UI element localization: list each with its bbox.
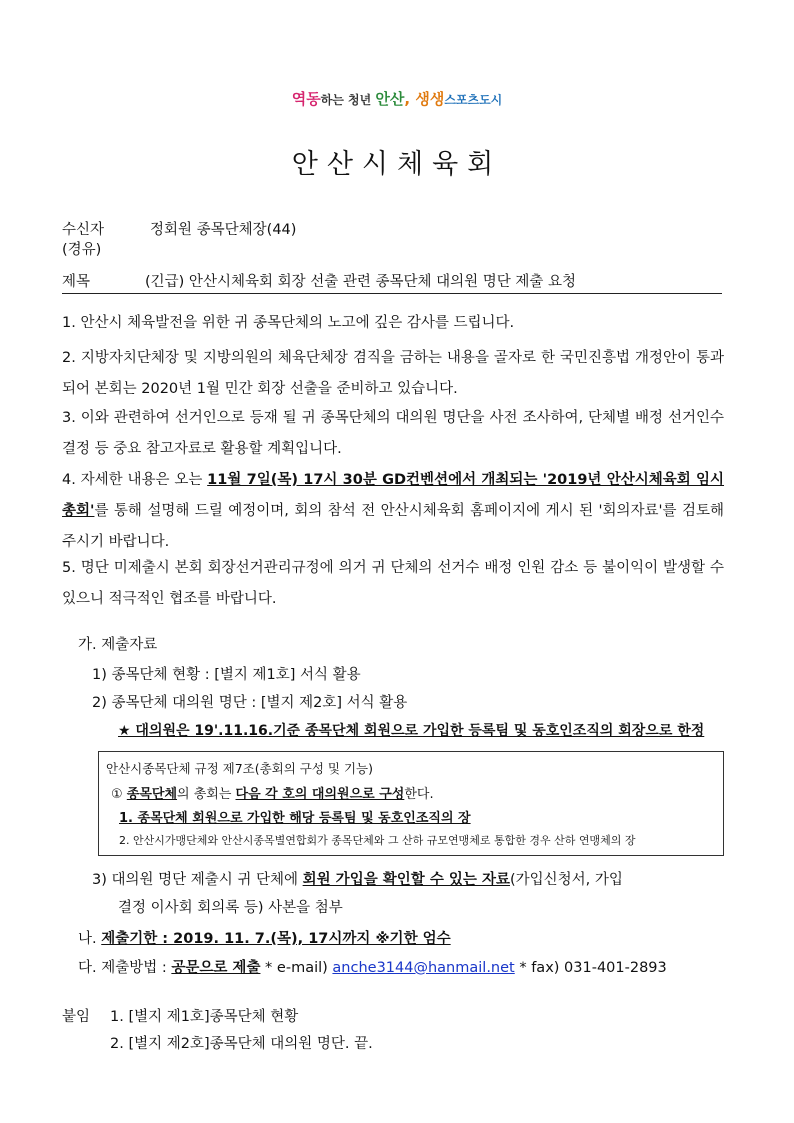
sub3-emphasis: 회원 가입을 확인할 수 있는 자료: [302, 872, 510, 888]
rule-marker: ①: [111, 787, 127, 802]
item-3: 3. 이와 관련하여 선거인으로 등재 될 귀 종목단체의 대의원 명단을 사전 조사하여, 단체별 배정 선거인수 결정 등 중요 참고자료로 활용할 계획입니다.: [62, 410, 724, 457]
slogan-logo: [0, 88, 794, 109]
subject-value: (긴급) 안산시체육회 회장 선출 관련 종목단체 대의원 명단 제출 요청: [145, 274, 576, 290]
item-5: 5. 명단 미제출시 본회 회장선거관리규정에 의거 귀 단체의 선거수 배정 인원 감소 등 불이익이 발생할 수 있으니 적극적인 협조를 바랍니다.: [62, 560, 724, 607]
section-ga-sub1: 1) 종목단체 현황 : [별지 제1호] 서식 활용: [92, 667, 361, 683]
slogan-part: , 생생: [404, 90, 445, 108]
deadline-value: 제출기한 : 2019. 11. 7.(목), 17시까지 ※기한 엄수: [101, 931, 451, 947]
rule-box: [98, 751, 724, 856]
rule-box-line-3: 2. 안산시가맹단체와 안산시종목별연합회가 종목단체와 그 산하 규모연맹체로 통합한 경우 산하 연맹체의 장: [119, 834, 636, 847]
item-4-intro: 4. 자세한 내용은 오는: [62, 472, 208, 488]
sub3-text: 3) 대의원 명단 제출시 귀 단체에: [92, 872, 303, 888]
method-emphasis: 공문으로 제출: [171, 960, 261, 976]
item-4-meeting-info: 11월 7일(목) 17시 30분 GD컨벤션에서 개최되는 '2019년 안산시체육회 임시총회': [62, 472, 725, 519]
fax-text: * fax) 031-401-2893: [514, 960, 667, 976]
item-4-rest: 를 통해 설명해 드릴 예정이며, 회의 참석 전 안산시체육회 홈페이지에 게시 된 '회의자료'를 검토해 주시기 바랍니다.: [62, 503, 724, 550]
deadline-label: 나.: [78, 931, 102, 947]
method-line: [78, 956, 667, 977]
notice-line: ★ 대의원은 19'.11.16.기준 종목단체 회원으로 가입한 등록팀 및 동호인조직의 회장으로 한정: [118, 723, 705, 739]
deadline-line: [78, 927, 451, 948]
rule-text: 의 총회는: [177, 787, 236, 802]
slogan-part: 역동: [291, 90, 321, 108]
section-ga-sub3: [92, 868, 623, 889]
slogan-part: 안산: [375, 90, 405, 108]
document-title: 안산시체육회: [291, 149, 503, 180]
attachment-item-2: 2. [별지 제2호]종목단체 대의원 명단. 끝.: [110, 1036, 373, 1052]
via-label: (경유): [62, 242, 102, 258]
attachment-label: 붙임: [62, 1009, 91, 1025]
section-ga-heading: 가. 제출자료: [78, 637, 158, 653]
slogan-part: 하는 청년: [320, 93, 376, 107]
item-1: 1. 안산시 체육발전을 위한 귀 종목단체의 노고에 깊은 감사를 드립니다.: [62, 315, 515, 331]
item-4: [62, 465, 724, 558]
attachment-item-1: 1. [별지 제1호]종목단체 현황: [110, 1009, 299, 1025]
method-label: 다. 제출방법 :: [78, 960, 172, 976]
subject-label: 제목: [62, 274, 91, 290]
subject-divider: [62, 293, 722, 294]
section-ga-sub2: 2) 종목단체 대의원 명단 : [별지 제2호] 서식 활용: [92, 695, 408, 711]
rule-text: 한다.: [404, 787, 434, 802]
method-text: * e-mail): [260, 960, 333, 976]
recipient-label: 수신자: [62, 222, 105, 238]
slogan-part: 스포츠도시: [444, 93, 503, 107]
rule-term: 종목단체: [126, 787, 178, 802]
sub3-text: (가입신청서, 가입: [509, 872, 623, 888]
rule-box-line-1: [111, 783, 434, 802]
item-2: 2. 지방자치단체장 및 지방의원의 체육단체장 겸직을 금하는 내용을 골자로 한 국민진흥법 개정안이 통과되어 본회는 2020년 1월 민간 회장 선출을 준비하고 있습니다.: [62, 350, 724, 397]
email-link[interactable]: anche3144@hanmail.net: [332, 960, 515, 976]
recipient-value: 정회원 종목단체장(44): [150, 222, 297, 238]
rule-box-line-2: 1. 종목단체 회원으로 가입한 해당 등록팀 및 동호인조직의 장: [119, 811, 471, 826]
rule-term: 다음 각 호의 대의원으로 구성: [235, 787, 405, 802]
section-ga-sub3-line2: 결정 이사회 회의록 등) 사본을 첨부: [118, 900, 343, 916]
rule-box-title: 안산시종목단체 규정 제7조(총회의 구성 및 기능): [106, 761, 373, 776]
